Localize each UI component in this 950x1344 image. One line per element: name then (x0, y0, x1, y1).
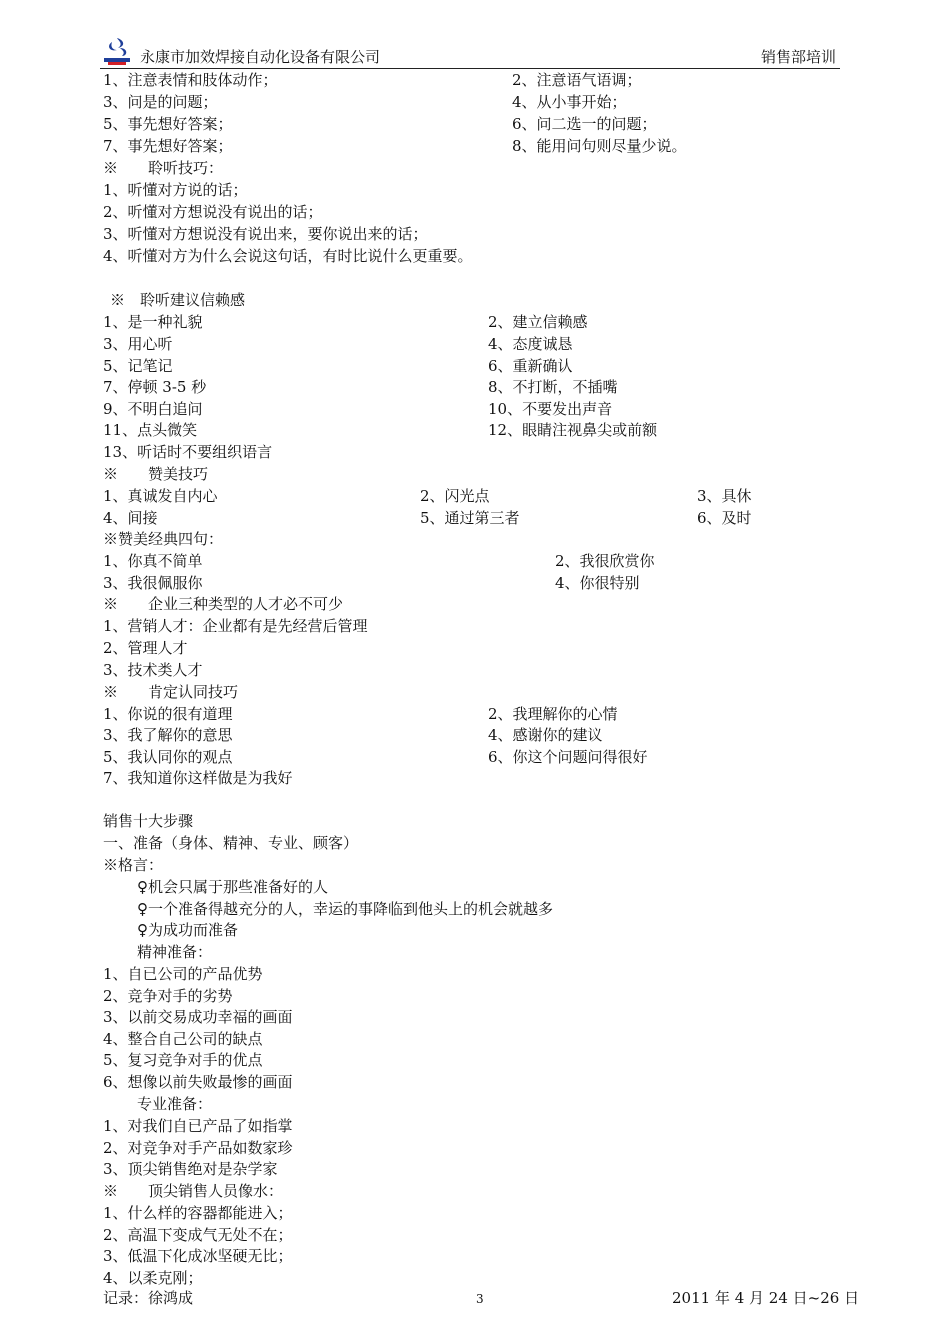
text-line: 7、我知道你这样做是为我好 (103, 769, 293, 787)
motto-line: ♀为成功而准备 (137, 921, 238, 939)
subsection-heading: 精神准备： (137, 943, 213, 961)
text-line: 3、具休 (697, 487, 752, 505)
text-line: 3、技术类人才 (103, 661, 203, 679)
text-line: 9、不明白追问 (103, 400, 203, 418)
text-line: 1、真诚发自内心 (103, 487, 218, 505)
text-line: 12、眼睛注视鼻尖或前额 (488, 421, 658, 439)
page-number: 3 (476, 1292, 484, 1306)
text-line: 6、想像以前失败最惨的画面 (103, 1073, 293, 1091)
company-name: 永康市加效焊接自动化设备有限公司 (140, 48, 381, 66)
text-line: 1、你说的很有道理 (103, 705, 233, 723)
text-line: 3、顶尖销售绝对是杂学家 (103, 1160, 278, 1178)
text-line: 3、听懂对方想说没有说出来，要你说出来的话； (103, 225, 428, 243)
text-line: 5、复习竞争对手的优点 (103, 1051, 263, 1069)
text-line: 2、对竞争对手产品如数家珍 (103, 1139, 293, 1157)
text-line: 5、通过第三者 (420, 509, 520, 527)
section-heading: ※赞美经典四句： (103, 530, 224, 548)
text-line: 11、点头微笑 (103, 421, 198, 439)
text-line: 1、注意表情和肢体动作； (103, 71, 278, 89)
text-line: 2、建立信赖感 (488, 313, 588, 331)
text-line: 2、高温下变成气无处不在； (103, 1226, 293, 1244)
footer-recorder: 记录：徐鸿成 (103, 1289, 194, 1307)
text-line: 1、什么样的容器都能进入； (103, 1204, 293, 1222)
text-line: 2、闪光点 (420, 487, 490, 505)
text-line: 5、记笔记 (103, 357, 173, 375)
text-line: 3、低温下化成冰坚硬无比； (103, 1247, 293, 1265)
text-line: 2、我理解你的心情 (488, 705, 618, 723)
text-line: 2、竞争对手的劣势 (103, 987, 233, 1005)
text-line: 8、不打断，不插嘴 (488, 378, 618, 396)
text-line: 2、我很欣赏你 (555, 552, 655, 570)
text-line: 6、问二选一的问题； (512, 115, 657, 133)
text-line: 5、事先想好答案； (103, 115, 233, 133)
text-line: 5、我认同你的观点 (103, 748, 233, 766)
text-line: 2、听懂对方想说没有说出的话； (103, 203, 323, 221)
text-line: 3、问是的问题； (103, 93, 218, 111)
text-line: 1、对我们自已产品了如指掌 (103, 1117, 293, 1135)
text-line: 4、间接 (103, 509, 158, 527)
text-line: 1、听懂对方说的话； (103, 181, 248, 199)
section-heading: ※格言： (103, 856, 164, 874)
text-line: 1、营销人才：企业都有是先经营后管理 (103, 617, 368, 635)
text-line: 13、听话时不要组织语言 (103, 443, 273, 461)
subsection-heading: 专业准备： (137, 1095, 213, 1113)
text-line: 7、停顿 3-5 秒 (103, 378, 207, 396)
text-line: 2、管理人才 (103, 639, 188, 657)
section-heading: ※ 顶尖销售人员像水： (103, 1182, 284, 1200)
motto-line: ♀一个准备得越充分的人，幸运的事降临到他头上的机会就越多 (137, 900, 553, 918)
text-line: 4、从小事开始； (512, 93, 627, 111)
page-header (100, 34, 840, 69)
text-line: 7、事先想好答案； (103, 137, 233, 155)
text-line: 一、准备（身体、精神、专业、顾客） (103, 834, 359, 852)
company-logo (100, 34, 134, 66)
section-heading: ※ 肯定认同技巧 (103, 683, 239, 701)
text-line: 3、用心听 (103, 335, 173, 353)
text-line: 3、以前交易成功幸福的画面 (103, 1008, 293, 1026)
text-line: 4、听懂对方为什么会说这句话，有时比说什么更重要。 (103, 247, 473, 265)
text-line: 1、你真不简单 (103, 552, 203, 570)
text-line: 1、自已公司的产品优势 (103, 965, 263, 983)
motto-line: ♀机会只属于那些准备好的人 (137, 878, 328, 896)
text-line: 10、不要发出声音 (488, 400, 613, 418)
footer-date: 2011 年 4 月 24 日~26 日 (672, 1289, 860, 1307)
text-line: 4、整合自己公司的缺点 (103, 1030, 263, 1048)
text-line: 4、感谢你的建议 (488, 726, 603, 744)
text-line: 8、能用问句则尽量少说。 (512, 137, 687, 155)
text-line: 2、注意语气语调； (512, 71, 642, 89)
section-heading: ※ 聆听建议信赖感 (110, 291, 246, 309)
text-line: 4、你很特别 (555, 574, 640, 592)
text-line: 4、以柔克刚； (103, 1269, 203, 1287)
text-line: 6、重新确认 (488, 357, 573, 375)
department-title: 销售部培训 (760, 48, 836, 66)
section-heading: ※ 赞美技巧 (103, 465, 209, 483)
text-line: 3、我很佩服你 (103, 574, 203, 592)
text-line: 4、态度诚恳 (488, 335, 573, 353)
text-line: 6、你这个问题问得很好 (488, 748, 648, 766)
section-title: 销售十大步骤 (103, 812, 194, 830)
text-line: 1、是一种礼貌 (103, 313, 203, 331)
section-heading: ※ 企业三种类型的人才必不可少 (103, 595, 344, 613)
text-line: 3、我了解你的意思 (103, 726, 233, 744)
text-line: 6、及时 (697, 509, 752, 527)
section-heading: ※ 聆听技巧： (103, 159, 224, 177)
